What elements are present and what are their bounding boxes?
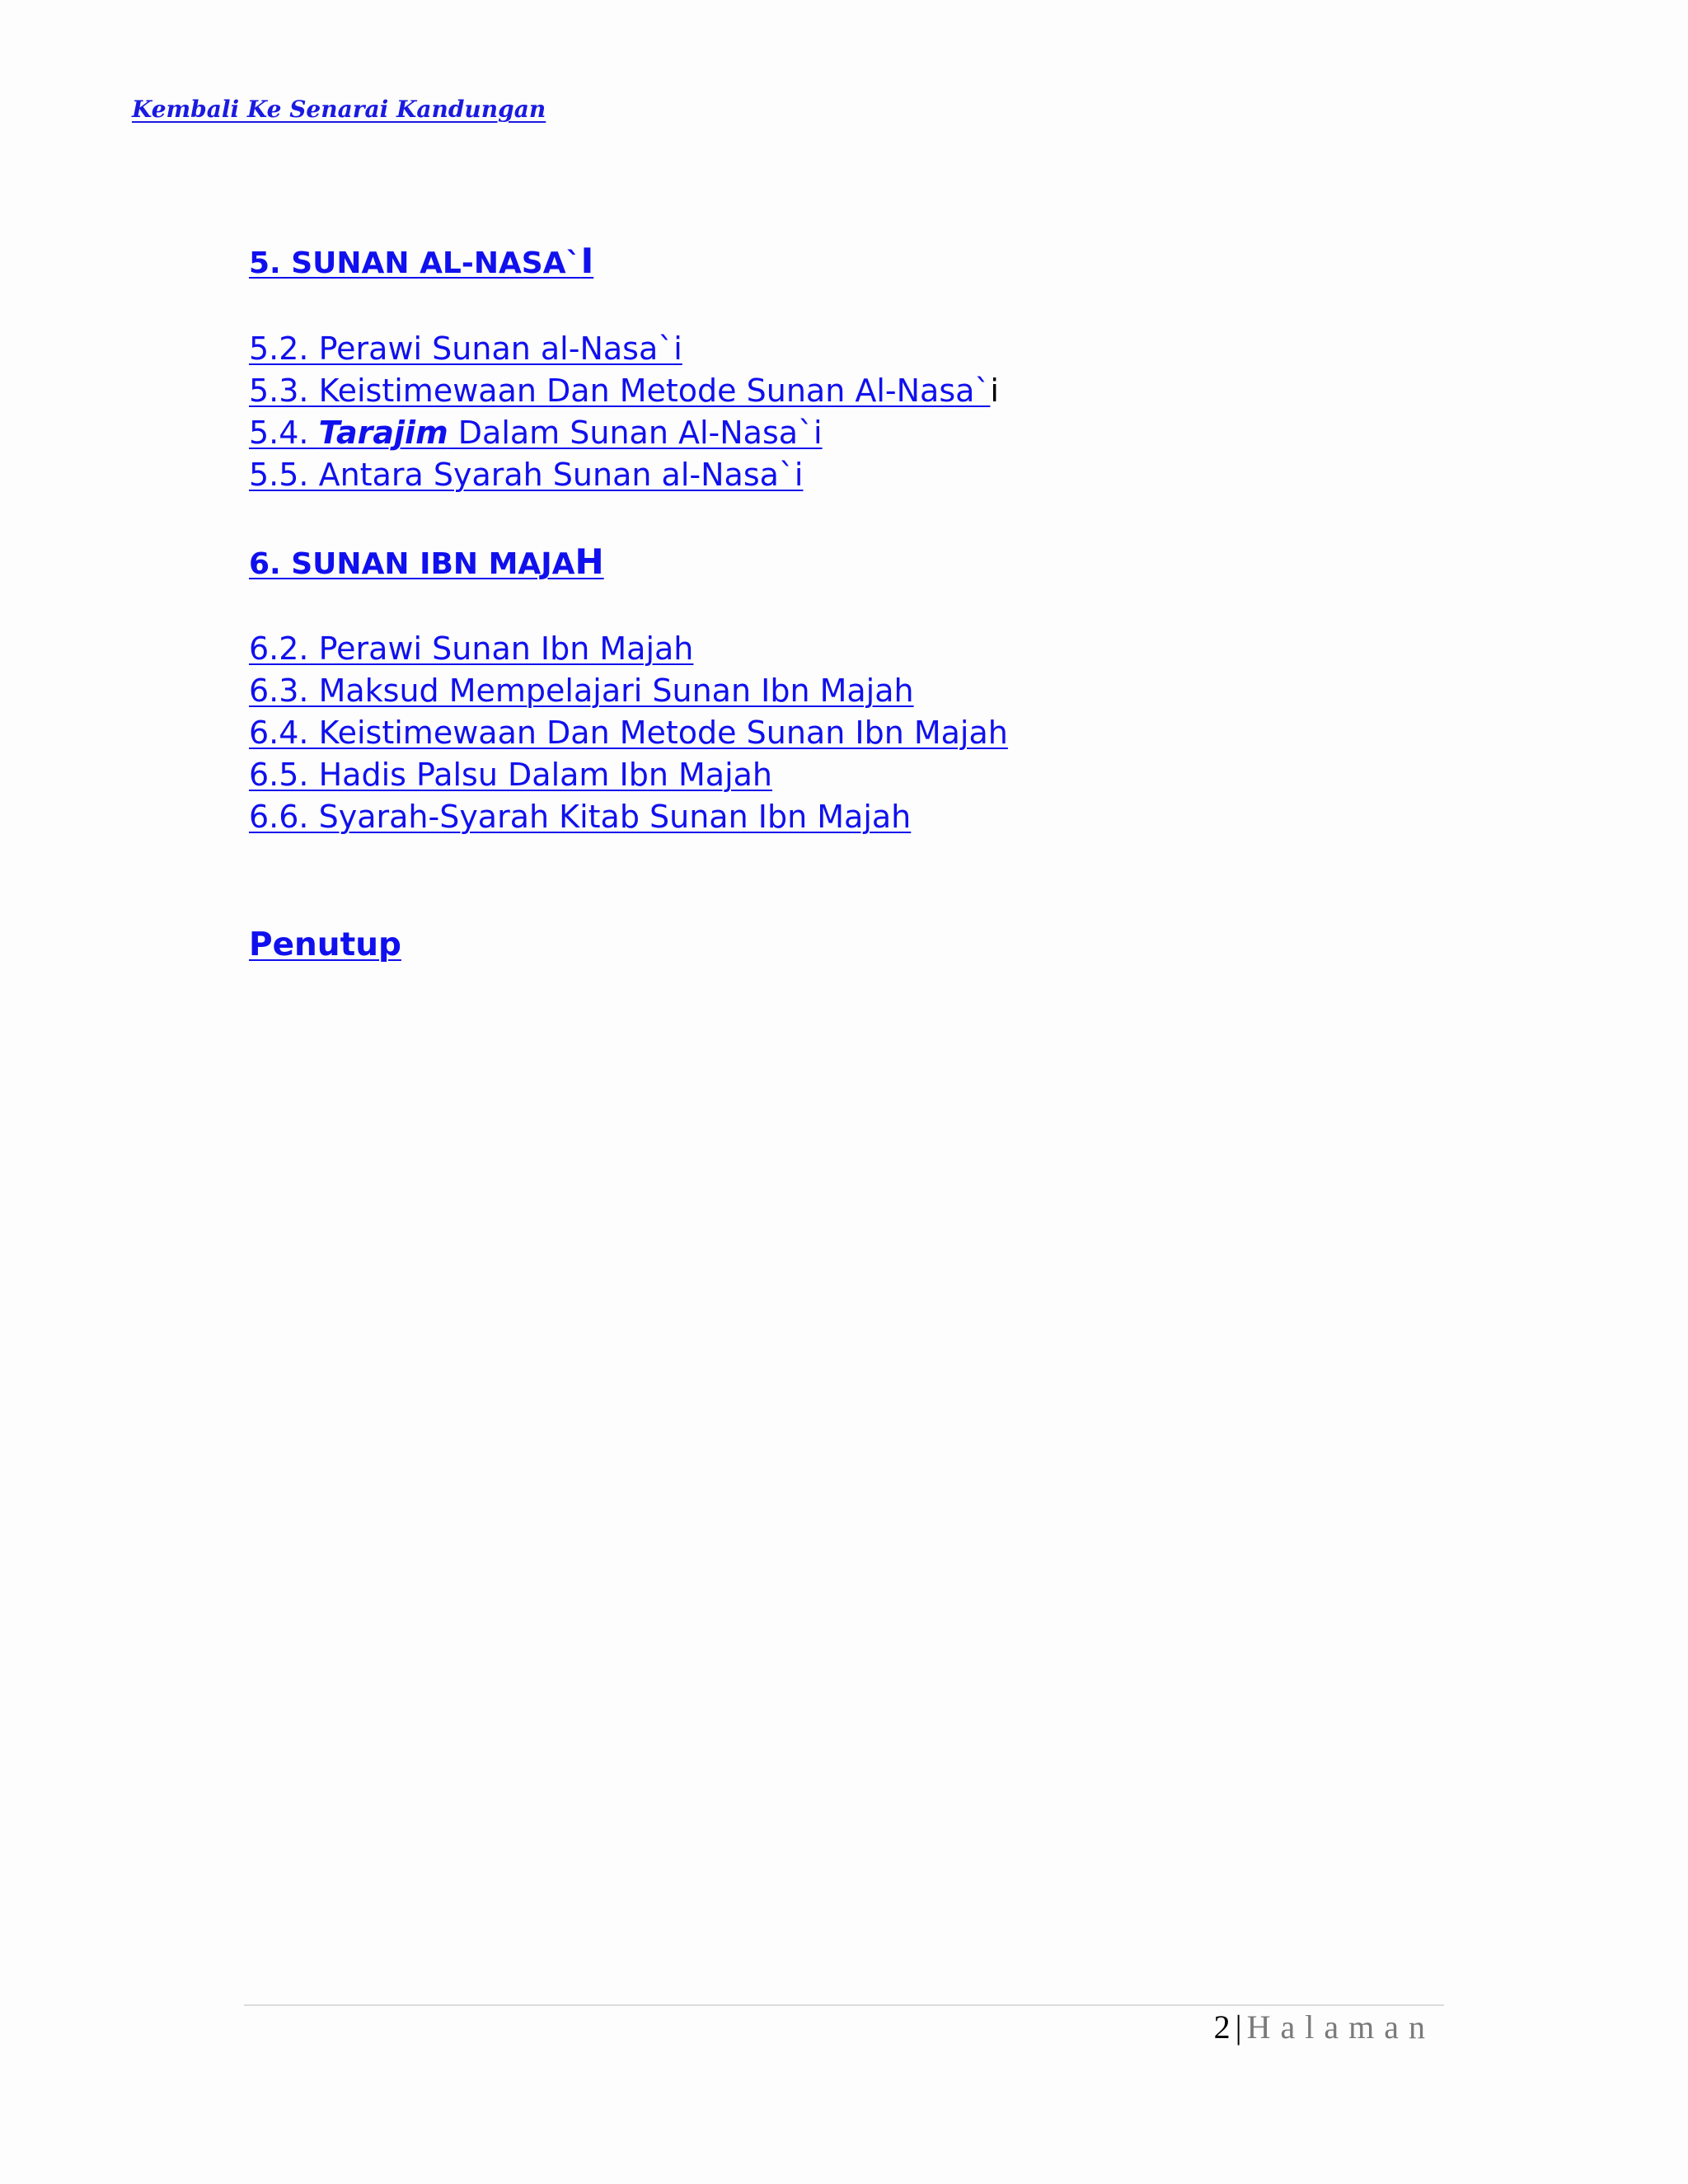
section-6-heading-text: 6. SUNAN IBN MAJA (249, 547, 575, 581)
page-number: 2 (1213, 2008, 1231, 2046)
closing-link[interactable]: Penutup (249, 926, 401, 963)
toc-entry-5-4-rest: Dalam Sunan Al-Nasa`i (448, 415, 823, 451)
section-6-heading-tail: H (574, 541, 604, 582)
section-5-heading-tail: I (580, 241, 594, 281)
toc-entry-5-4[interactable] (249, 412, 823, 454)
toc-entry-6-2[interactable]: 6.2. Perawi Sunan Ibn Majah (249, 630, 694, 667)
toc-entry-5-3 (249, 370, 999, 412)
toc-entry-5-3-link[interactable]: 5.3. Keistimewaan Dan Metode Sunan Al-Nasa` (249, 373, 991, 409)
toc-entry-5-2[interactable]: 5.2. Perawi Sunan al-Nasa`i (249, 330, 682, 367)
section-5-heading-link[interactable] (249, 241, 593, 281)
page-label: Halaman (1246, 2008, 1435, 2046)
page-footer (1214, 2008, 1435, 2046)
back-to-contents-link[interactable]: Kembali Ke Senarai Kandungan (132, 96, 546, 123)
toc-entry-6-3[interactable]: 6.3. Maksud Mempelajari Sunan Ibn Majah (249, 673, 914, 709)
toc-entry-6-6[interactable]: 6.6. Syarah-Syarah Kitab Sunan Ibn Majah (249, 799, 912, 835)
page-separator: | (1235, 2008, 1242, 2046)
section-5-heading-text: 5. SUNAN AL-NASA` (249, 246, 581, 280)
toc-entry-5-5[interactable]: 5.5. Antara Syarah Sunan al-Nasa`i (249, 457, 804, 493)
section-6-heading-link[interactable] (249, 541, 604, 582)
footer-divider (244, 2004, 1444, 2006)
toc-entry-5-4-emphasis: Tarajim (318, 415, 448, 451)
toc-entry-5-3-tail: i (990, 373, 999, 409)
toc-entry-5-4-prefix: 5.4. (249, 415, 319, 451)
toc-entry-6-5[interactable]: 6.5. Hadis Palsu Dalam Ibn Majah (249, 757, 772, 793)
toc-entry-6-4[interactable]: 6.4. Keistimewaan Dan Metode Sunan Ibn Majah (249, 715, 1008, 751)
